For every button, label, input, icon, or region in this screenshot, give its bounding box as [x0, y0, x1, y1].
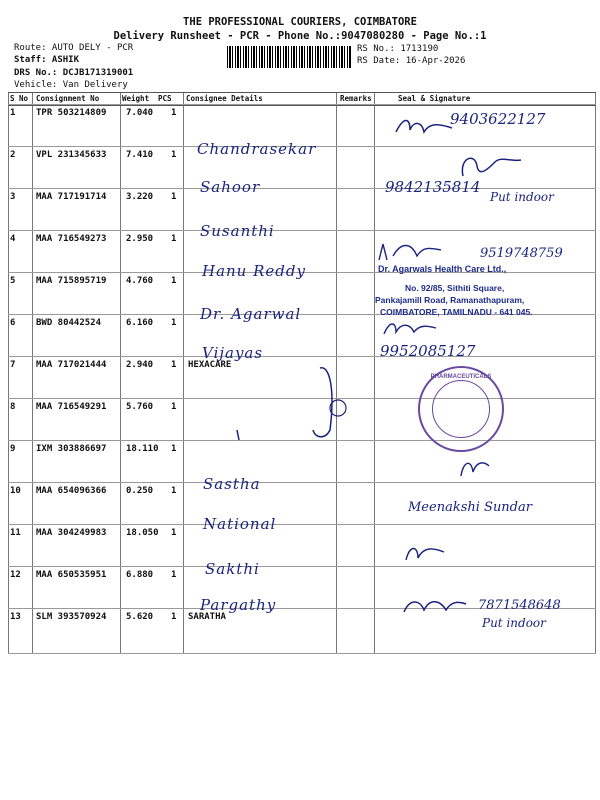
cell-sno: 10: [10, 486, 21, 496]
cell-pcs: 1: [171, 570, 177, 580]
row-divider: [8, 524, 596, 525]
header-sno: S No: [10, 94, 29, 103]
cell-consignment-no: BWD 80442524: [36, 318, 102, 328]
signature-4: [380, 316, 440, 341]
cell-consignment-no: TPR 503214809: [36, 108, 107, 118]
cell-consignee: SARATHA: [188, 612, 226, 622]
cell-pcs: 1: [171, 444, 177, 454]
signature-3: [375, 236, 445, 266]
handwritten-note-1: Put indoor: [490, 190, 554, 204]
cell-sno: 4: [10, 234, 16, 244]
staff-label: Staff: ASHIK: [14, 55, 80, 65]
handwritten-name-3: Susanthi: [200, 222, 275, 240]
row-divider: [8, 482, 596, 483]
header-consignment: Consignment No: [36, 94, 100, 103]
cell-sno: 2: [10, 150, 16, 160]
cell-pcs: 1: [171, 360, 177, 370]
cell-pcs: 1: [171, 150, 177, 160]
handwritten-phone-5: 7871548648: [478, 598, 561, 613]
handwritten-name-7: Sastha: [203, 475, 261, 493]
cell-sno: 5: [10, 276, 16, 286]
cell-weight: 2.950: [126, 234, 154, 244]
signature-6: [400, 540, 450, 570]
route-label: Route: AUTO DELY - PCR: [14, 43, 134, 53]
stamp-line-2: No. 92/85, Sithiti Square,: [405, 283, 505, 293]
row-divider: [8, 356, 596, 357]
cell-consignment-no: MAA 304249983: [36, 528, 107, 538]
cell-consignment-no: IXM 303886697: [36, 444, 107, 454]
rs-date: RS Date: 16-Apr-2026: [357, 56, 466, 66]
cell-weight: 7.410: [126, 150, 154, 160]
header-remarks: Remarks: [340, 94, 372, 103]
cell-weight: 7.040: [126, 108, 154, 118]
barcode-image: [227, 46, 352, 68]
cell-weight: 3.220: [126, 192, 154, 202]
cell-pcs: 1: [171, 234, 177, 244]
cell-pcs: 1: [171, 318, 177, 328]
cell-consignment-no: MAA 717021444: [36, 360, 107, 370]
header-weight: Weight: [122, 94, 150, 103]
cell-weight: 0.250: [126, 486, 154, 496]
document-subtitle: Delivery Runsheet - PCR - Phone No.:9047080280 - Page No.:1: [113, 30, 487, 42]
header-consignee: Consignee Details: [186, 94, 263, 103]
document-title: THE PROFESSIONAL COURIERS, COIMBATORE: [183, 16, 417, 28]
cell-pcs: 1: [171, 486, 177, 496]
stamp-line-1: Dr. Agarwals Health Care Ltd.,: [378, 264, 507, 274]
handwritten-note-2: Put indoor: [482, 616, 546, 630]
handwritten-name-4: Hanu Reddy: [202, 262, 306, 280]
cell-weight: 18.110: [126, 444, 159, 454]
cell-consignment-no: MAA 717191714: [36, 192, 107, 202]
row-divider: [8, 104, 596, 105]
cell-consignment-no: MAA 654096366: [36, 486, 107, 496]
handwritten-signature-name: Meenakshi Sundar: [408, 500, 532, 515]
handwritten-name-2: Sahoor: [200, 178, 261, 196]
cell-pcs: 1: [171, 612, 177, 622]
handwritten-phone-3: 9519748759: [480, 246, 563, 261]
pharmaceuticals-seal: PHARMACEUTICALS: [418, 366, 504, 452]
cell-weight: 6.160: [126, 318, 154, 328]
signature-7: [400, 592, 470, 620]
handwritten-mark: [225, 360, 355, 450]
cell-consignment-no: SLM 393570924: [36, 612, 107, 622]
cell-consignee: HEXACARE: [188, 360, 232, 370]
cell-weight: 4.760: [126, 276, 154, 286]
cell-consignment-no: MAA 716549273: [36, 234, 107, 244]
cell-sno: 11: [10, 528, 21, 538]
cell-pcs: 1: [171, 192, 177, 202]
header-seal-signature: Seal & Signature: [398, 94, 471, 103]
cell-sno: 7: [10, 360, 16, 370]
cell-weight: 6.880: [126, 570, 154, 580]
row-divider: [8, 188, 596, 189]
cell-weight: 5.620: [126, 612, 154, 622]
handwritten-name-5: Dr. Agarwal: [200, 305, 302, 323]
handwritten-phone-1: 9403622127: [450, 110, 546, 128]
cell-sno: 1: [10, 108, 16, 118]
cell-sno: 3: [10, 192, 16, 202]
handwritten-phone-4: 9952085127: [380, 342, 476, 360]
handwritten-name-8: National: [203, 515, 277, 533]
rs-number: RS No.: 1713190: [357, 44, 439, 54]
cell-weight: 18.050: [126, 528, 159, 538]
cell-pcs: 1: [171, 108, 177, 118]
cell-pcs: 1: [171, 402, 177, 412]
stamp-line-3: Pankajamill Road, Ramanathapuram,: [375, 295, 525, 305]
stamp-line-4: COIMBATORE, TAMILNADU - 641 045.: [380, 307, 533, 317]
handwritten-name-10: Pargathy: [200, 596, 277, 614]
cell-consignment-no: MAA 716549291: [36, 402, 107, 412]
cell-pcs: 1: [171, 276, 177, 286]
handwritten-phone-2: 9842135814: [385, 178, 481, 196]
cell-consignment-no: MAA 715895719: [36, 276, 107, 286]
vehicle-label: Vehicle: Van Delivery: [14, 80, 128, 90]
cell-consignment-no: VPL 231345633: [36, 150, 107, 160]
cell-weight: 2.940: [126, 360, 154, 370]
row-divider: [8, 230, 596, 231]
drs-number: DRS No.: DCJB171319001: [14, 68, 134, 78]
handwritten-name-1: Chandrasekar: [197, 140, 317, 158]
cell-consignment-no: MAA 650535951: [36, 570, 107, 580]
cell-sno: 12: [10, 570, 21, 580]
header-pcs: PCS: [158, 94, 172, 103]
cell-sno: 13: [10, 612, 21, 622]
cell-sno: 6: [10, 318, 16, 328]
cell-sno: 8: [10, 402, 16, 412]
cell-pcs: 1: [171, 528, 177, 538]
row-divider: [8, 566, 596, 567]
cell-weight: 5.760: [126, 402, 154, 412]
handwritten-name-6: Vijayas: [202, 344, 264, 362]
cell-sno: 9: [10, 444, 16, 454]
handwritten-name-9: Sakthi: [205, 560, 260, 578]
signature-5: [455, 452, 495, 482]
